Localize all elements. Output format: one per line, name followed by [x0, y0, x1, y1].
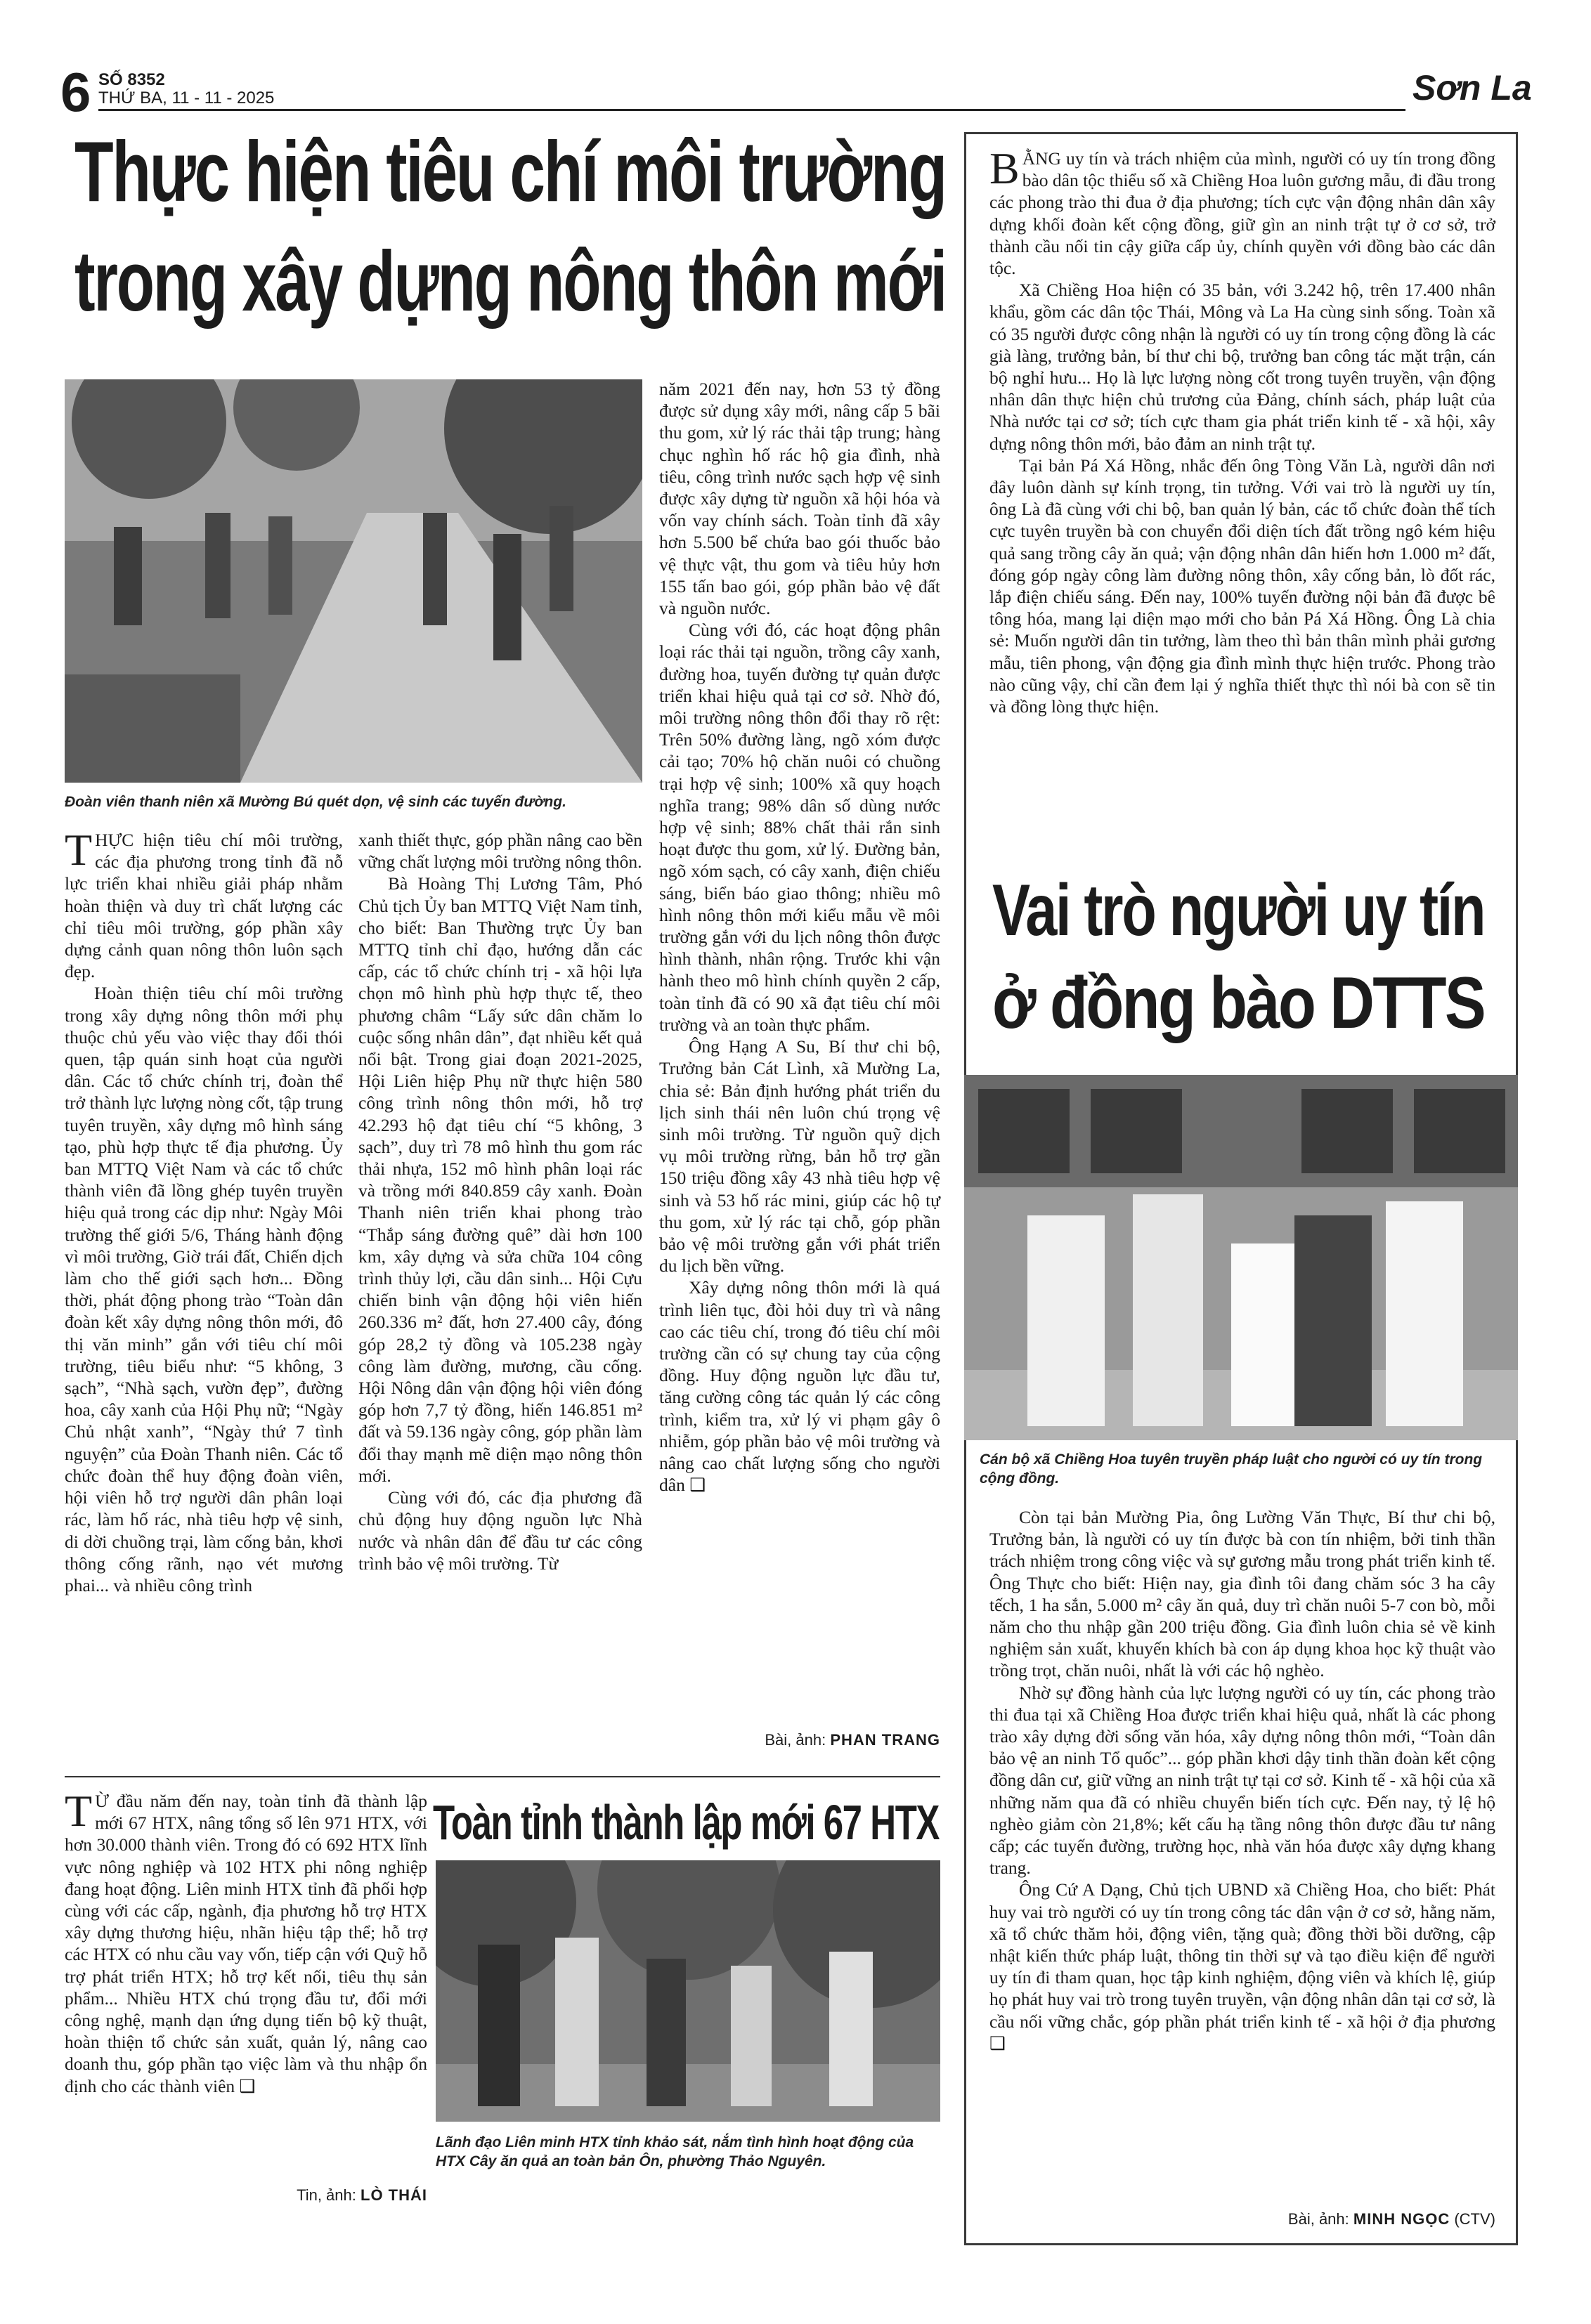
section-name: Sơn La	[1413, 68, 1532, 107]
article3-byline	[989, 2210, 1495, 2228]
article1-title-line1: Thực hiện tiêu chí môi trường	[74, 124, 946, 219]
article3-title-line2: ở đồng bào DTTS	[992, 962, 1485, 1044]
article3-paragraph: Tại bản Pá Xá Hồng, nhắc đến ông Tòng Văn Là, người dân nơi đây luôn dành sự kính trọng, tin tưởng. Với vai trò là người uy tín, ông Là đã cùng với chi bộ, ban quản lý bản, các tổ chức đoàn thể tích cực tuyên truyền bà con chuyển đổi diện tích đất trồng ngô kém hiệu quả sang trồng cây ăn quả; vận động nhân dân hiến hơn 1.000 m² đất, đóng góp ngày công làm đường nông thôn, xây cống bản, lò đốt rác, lắp điện chiếu sáng. Đến nay, 100% tuyến đường nội bản đã được bê tông hóa, mang lại diện mạo mới cho bản Pá Xá Hồng. Ông Là chia sẻ: Muốn người dân tin tưởng, làm theo thì bản thân mình phải gương mẫu, tiên phong, vận động gia đình mình thực hiện trước. Phong trào nào cũng vậy, chỉ cần đem lại ý nghĩa thiết thực thì nói bà con sẽ tin và đồng lòng thực hiện.	[989, 455, 1495, 717]
article2-text	[65, 1786, 427, 2097]
article3-photo-caption: Cán bộ xã Chiềng Hoa tuyên truyền pháp luật cho người có uy tín trong cộng đồng.	[980, 1451, 1483, 1487]
article2-body: Ừ đầu năm đến nay, toàn tỉnh đã thành lập mới 67 HTX, nâng tổng số lên 971 HTX, với hơn 30.000 thành viên. Trong đó có 692 HTX lĩnh vực nông nghiệp và 102 HTX phi nông nghiệp đang hoạt động. Liên minh HTX tỉnh đã phối hợp cùng với các cấp, ngành, địa phương hỗ trợ HTX xây dựng thương hiệu, nhãn hiệu tập thể; hỗ trợ các HTX có nhu cầu vay vốn, tiếp cận với Quỹ hỗ trợ phát triển HTX; hỗ trợ kết nối, tiêu thụ sản phẩm... Nhiều HTX chú trọng đầu tư, đổi mới công nghệ, mạnh dạn ứng dụng tiến bộ kỹ thuật, hoàn thiện tổ chức sản xuất, quản lý, nâng cao doanh thu, góp phần tạo việc làm và thu nhập ổn định cho các thành viên ❑	[65, 1791, 427, 2096]
article1-byline	[659, 1731, 940, 1749]
article3-body	[989, 1506, 1495, 2054]
article2-top-divider	[65, 1776, 940, 1777]
article1-column2	[358, 829, 642, 1574]
article1-column1	[65, 825, 343, 1596]
article1-paragraph: Cùng với đó, các hoạt động phân loại rác thải tại nguồn, trồng cây xanh, đường hoa, tuyến đường tự quản được triển khai hiệu quả tại cơ sở. Nhờ đó, môi trường nông thôn đổi thay rõ rệt: Trên 50% đường làng, ngõ xóm được cải tạo; 70% hộ chăn nuôi có chuồng trại hợp vệ sinh; 100% xã quy hoạch nghĩa trang; 98% dân số dùng nước hợp vệ sinh; 88% chất thải rắn sinh hoạt được thu gom, xử lý. Đường bản, ngõ xóm sạch, có cây xanh, điện chiếu sáng, biển báo giao thông; nhiều mô hình nông thôn mới kiểu mẫu về môi trường gắn với du lịch nông thôn được hình thành, nhân rộng. Trước khi vận hành theo mô hình chính quyền 2 cấp, toàn tỉnh đã có 90 xã đạt tiêu chí môi trường và an toàn thực phẩm.	[659, 620, 940, 1035]
street-sweeping-photo	[65, 379, 642, 783]
article3-paragraph: Xã Chiềng Hoa hiện có 35 bản, với 3.242 hộ, trên 17.400 nhân khẩu, gồm các dân tộc Thái, Mông và La Ha cùng sinh sống. Toàn xã có 35 người được công nhận là người có uy tín trong cộng đồng là các già làng, trưởng bản, bí thư chi bộ, trưởng ban công tác mặt trận, cán bộ nghỉ hưu... Họ là lực lượng nòng cốt trong tuyên truyền, vận động nhân dân thực hiện chủ trương của Đảng, chính sách, pháp luật của Nhà nước tại cơ sở; tích cực tham gia phát triển kinh tế - xã hội, xây dựng nông thôn mới, bảo đảm an ninh trật tự.	[989, 280, 1495, 454]
article3-paragraph: Ông Cứ A Dạng, Chủ tịch UBND xã Chiềng Hoa, cho biết: Phát huy vai trò người có uy tín trong công tác dân vận ở cơ sở, hằng năm, xã tổ chức thăm hỏi, động viên, tặng quà; đồng thời bồi dưỡng, cập nhật kiến thức pháp luật, thông tin thời sự và tạo điều kiện để người uy tín đi tham quan, học tập kinh nghiệm, động viên và khích lệ, giúp họ phát huy vai trò trong tuyên truyền, vận động nhân dân tại cơ sở, là cầu nối vững chắc, góp phần phát triển kinh tế - xã hội ở địa phương ❑	[989, 1879, 1495, 2054]
article2-byline-prefix: Tin, ảnh:	[297, 2186, 356, 2204]
article2-photo	[436, 1860, 940, 2122]
article1-paragraph: năm 2021 đến nay, hơn 53 tỷ đồng được sử dụng xây mới, nâng cấp 5 bãi thu gom, xử lý rác thải tập trung; hàng chục nghìn hố rác hộ gia đình, nhà tiêu, công trình nước sạch hợp vệ sinh được xây dựng từ nguồn xã hội hóa và vốn vay chính sách. Toàn tỉnh đã xây hơn 5.500 bể chứa bao gói thuốc bảo vệ thực vật, thu gom và tiêu hủy hơn 155 tấn bao gói, góp phần bảo vệ đất và nguồn nước.	[659, 379, 940, 619]
article3-intro	[989, 143, 1495, 717]
article2-byline	[65, 2186, 427, 2205]
article2-byline-author: LÒ THÁI	[361, 2186, 427, 2204]
issue-date: THỨ BA, 11 - 11 - 2025	[98, 89, 275, 107]
article2-photo-caption: Lãnh đạo Liên minh HTX tỉnh khảo sát, nắm tình hình hoạt động của HTX Cây ăn quả an toàn bản Ôn, phường Thảo Nguyên.	[436, 2134, 914, 2169]
article1-photo	[65, 379, 642, 783]
article1-dropcap: T	[65, 825, 93, 875]
article3-paragraph: Còn tại bản Mường Pia, ông Lường Văn Thực, Bí thư chi bộ, Trưởng bản, là người có uy tín được bà con tín nhiệm, bởi tinh thần trách nhiệm trong công việc và sự gương mẫu trong phát triển kinh tế. Ông Thực cho biết: Hiện nay, gia đình tôi đang chăm sóc 3 ha cây tếch, 1 ha sắn, 5.000 m² cây ăn quả, duy trì chăn nuôi 5-7 con bò, mỗi năm cho thu nhập gần 200 triệu đồng. Gia đình luôn chia sẻ về kinh nghiệm sản xuất, khuyến khích bà con áp dụng khoa học kỹ thuật vào trồng trọt, chăn nuôi, nhất là với các hộ nghèo.	[989, 1507, 1495, 1681]
article1-paragraph: xanh thiết thực, góp phần nâng cao bền vững chất lượng môi trường nông thôn.	[358, 830, 642, 873]
article3-byline-suffix: (CTV)	[1454, 2210, 1495, 2228]
article3-byline-prefix: Bài, ảnh:	[1287, 2210, 1349, 2228]
article3-title-line1: Vai trò người uy tín	[992, 870, 1485, 951]
article1-column3	[659, 378, 940, 1496]
article3-paragraph: Nhờ sự đồng hành của lực lượng người có uy tín, các phong trào thi đua tại xã Chiềng Hoa được triển khai hiệu quả, nhất là các phong trào xây dựng đời sống văn hóa, xây dựng nông thôn mới, “Toàn dân bảo vệ an ninh Tổ quốc”... góp phần khơi dậy tinh thần đoàn kết cộng đồng dân cư, giữ vững an ninh trật tự tại cơ sở. Kinh tế - xã hội của xã những năm qua đã có nhiều chuyển biến tích cực. Đến nay, tỷ lệ hộ nghèo giảm còn 21,8%; kết cấu hạ tầng nông thôn được đầu tư nâng cấp; các tuyến đường, trường học, nhà văn hóa được xây dựng khang trang.	[989, 1682, 1495, 1879]
article1-paragraph: Bà Hoàng Thị Lương Tâm, Phó Chủ tịch Ủy ban MTTQ Việt Nam tỉnh, cho biết: Ban Thường trực Ủy ban MTTQ tỉnh chỉ đạo, hướng dẫn các cấp, các tổ chức chính trị - xã hội lựa chọn mô hình phù hợp thực tế, theo phương châm “Lấy sức dân chăm lo cuộc sống nhân dân”, đạt nhiều kết quả nổi bật. Trong giai đoạn 2021-2025, Hội Liên hiệp Phụ nữ thực hiện 580 công trình nông thôn mới, hỗ trợ 42.293 hộ đạt tiêu chí “5 không, 3 sạch”, duy trì 78 mô hình thu gom rác thải nhựa, 152 mô hình phân loại rác và trồng mới 840.859 cây xanh. Đoàn Thanh niên triển khai phong trào “Thắp sáng đường quê” dài hơn 100 km, xây dựng và sửa chữa 104 công trình thủy lợi, cầu dân sinh... Hội Cựu chiến binh vận động hội viên hiến 260.336 m² đất, hơn 27.400 cây, đóng góp 28,2 tỷ đồng và 105.238 ngày công làm đường, mương, cầu cống. Hội Nông dân vận động hội viên đóng góp hơn 7,7 tỷ đồng, hiến 146.851 m² đất và 59.136 ngày công, góp phần làm đổi thay mạnh mẽ diện mạo nông thôn mới.	[358, 873, 642, 1486]
article1-byline-prefix: Bài, ảnh:	[765, 1731, 826, 1749]
article3-lead-paragraph: ẰNG uy tín và trách nhiệm của mình, người có uy tín trong đồng bào dân tộc thiểu số xã Chiềng Hoa luôn gương mẫu, đi đầu trong các phong trào thi đua ở địa phương; tích cực vận động nhân dân xây dựng khối đoàn kết cộng đồng, giữ gìn an ninh trật tự ở cơ sở, trở thành cầu nối tin cậy giữa cấp ủy, chính quyền với đồng bào các dân tộc.	[989, 148, 1495, 279]
article1-byline-author: PHAN TRANG	[830, 1731, 940, 1749]
page-number: 6	[60, 61, 91, 123]
article1-paragraph: Hoàn thiện tiêu chí môi trường trong xây dựng nông thôn mới phụ thuộc chủ yếu vào việc thay đổi thói quen, tập quán sinh hoạt của người dân. Các tổ chức chính trị, đoàn thể trở thành lực lượng nòng cốt, tập trung tuyên truyền, xây dựng mô hình sáng tạo, phù hợp thực tế địa phương. Ủy ban MTTQ Việt Nam và các tổ chức thành viên đã lồng ghép tuyên truyền hiệu quả trong các dịp như: Ngày Môi trường thế giới 5/6, Tháng hành động vì môi trường, Giờ trái đất, Chiến dịch làm cho thế giới sạch hơn... Đồng thời, phát động phong trào “Toàn dân đoàn kết xây dựng nông thôn mới, đô thị văn minh” gắn với tiêu chí môi trường, tiêu biểu như: “5 không, 3 sạch”, “Nhà sạch, vườn đẹp”, đường hoa, cây xanh của Hội Phụ nữ; “Ngày Chủ nhật xanh”, “Ngày thứ 7 tình nguyện” của Đoàn Thanh niên. Các tổ chức đoàn thể huy động đoàn viên, hội viên hỗ trợ người dân phân loại rác, làm hố rác, nhà tiêu hợp vệ sinh, di dời chuồng trại, làm cống bản, khơi thông cống rãnh, nạo vét mương phai... và nhiều công trình	[65, 983, 343, 1595]
orchard-visit-photo	[436, 1860, 940, 2122]
article1-paragraph: Cùng với đó, các địa phương đã chủ động huy động nguồn lực Nhà nước và nhân dân để đầu tư các công trình bảo vệ môi trường. Từ	[358, 1487, 642, 1574]
article1-paragraph: Xây dựng nông thôn mới là quá trình liên tục, đòi hỏi duy trì và nâng cao các tiêu chí, trong đó tiêu chí môi trường cần có sự chung tay của cộng đồng. Huy động nguồn lực đầu tư, tăng cường công tác quản lý các công trình, kiểm tra, xử lý vi phạm gây ô nhiễm, góp phần bảo vệ môi trường và nâng cao chất lượng sống cho người dân ❑	[659, 1277, 940, 1496]
article1-lead-paragraph: HỰC hiện tiêu chí môi trường, các địa phương trong tỉnh đã nỗ lực triển khai nhiều giải pháp nhằm hoàn thiện và duy trì chất lượng các chỉ tiêu môi trường, góp phần xây dựng cảnh quan nông thôn luôn sạch đẹp.	[65, 830, 343, 982]
issue-number: SỐ 8352	[98, 70, 165, 89]
article2-title: Toàn tỉnh thành lập mới 67 HTX	[433, 1795, 939, 1850]
article1-photo-caption: Đoàn viên thanh niên xã Mường Bú quét dọn, vệ sinh các tuyến đường.	[65, 794, 566, 810]
article2-dropcap: T	[65, 1786, 93, 1836]
officials-meeting-photo	[964, 1075, 1518, 1440]
article3-byline-author: MINH NGỌC	[1353, 2210, 1450, 2228]
article1-title-line2: trong xây dựng nông thôn mới	[74, 233, 947, 329]
article3-photo	[964, 1075, 1518, 1440]
article3-dropcap: B	[989, 143, 1020, 193]
article1-paragraph: Ông Hạng A Su, Bí thư chi bộ, Trưởng bản Cát Lình, xã Mường La, chia sẻ: Bản định hướng phát triển du lịch sinh thái nên luôn chú trọng vệ sinh môi trường. Từ nguồn quỹ dịch vụ môi trường rừng, bản hỗ trợ gần 150 triệu đồng xây 43 nhà tiêu hợp vệ sinh và 53 hố rác mini, giúp các hộ tự thu gom, xử lý rác tại chỗ, góp phần bảo vệ môi trường gắn với phát triển du lịch bền vững.	[659, 1036, 940, 1277]
header-rule	[98, 109, 1405, 111]
